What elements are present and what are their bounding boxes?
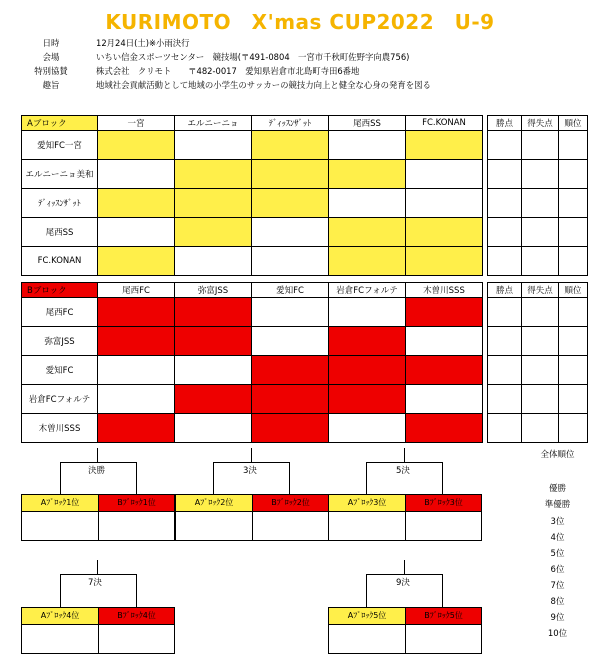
score-cell xyxy=(329,160,406,189)
info-row-purpose xyxy=(22,78,431,92)
self-cell xyxy=(175,327,252,356)
score-cell xyxy=(406,218,483,247)
rank-item: 6位 xyxy=(550,565,565,575)
rank-item: 9位 xyxy=(550,613,565,623)
rank-cell xyxy=(559,327,588,356)
rank-cell xyxy=(559,414,588,443)
fifth-label: 5決 xyxy=(396,466,410,476)
block-a-table xyxy=(21,115,588,276)
match-left-slot: Aﾌﾞﾛｯｸ1位 xyxy=(22,495,98,511)
self-cell xyxy=(329,385,406,414)
rank-cell xyxy=(559,356,588,385)
stat-header: 勝点 xyxy=(488,116,522,131)
table-row xyxy=(22,131,588,160)
rank-item: 5位 xyxy=(550,549,565,559)
points-cell xyxy=(488,218,522,247)
goal-diff-cell xyxy=(522,327,559,356)
points-cell xyxy=(488,414,522,443)
match-box xyxy=(328,494,482,541)
score-cell xyxy=(252,160,329,189)
team-header: 愛知FC xyxy=(252,283,329,298)
info-row-date xyxy=(22,36,431,50)
info-row-sponsor xyxy=(22,64,431,78)
score-cell xyxy=(406,298,483,327)
score-cell xyxy=(329,298,406,327)
match-left-slot: Aﾌﾞﾛｯｸ4位 xyxy=(22,608,98,624)
score-cell xyxy=(329,414,406,443)
score-cell xyxy=(252,414,329,443)
rank-cell xyxy=(559,160,588,189)
row-team: ﾃﾞｨｯｽﾝｻﾞｯﾄ xyxy=(22,189,98,218)
score-cell xyxy=(175,298,252,327)
score-cell xyxy=(406,356,483,385)
team-header: 木曽川SSS xyxy=(406,283,483,298)
rank-cell xyxy=(559,385,588,414)
table-row xyxy=(22,414,588,443)
self-cell xyxy=(329,218,406,247)
ranking-title: 全体順位 xyxy=(540,450,575,460)
rank-item: 10位 xyxy=(547,629,568,639)
row-team: 木曽川SSS xyxy=(22,414,98,443)
score-cell xyxy=(406,385,483,414)
score-cell xyxy=(98,414,175,443)
info-value: 地域社会貢献活動として地域の小学生のサッカーの競技力向上と健全な心身の発育を図る xyxy=(96,80,431,90)
score-cell xyxy=(175,356,252,385)
goal-diff-cell xyxy=(522,414,559,443)
team-header: 岩倉FCフォルテ xyxy=(329,283,406,298)
score-cell xyxy=(175,131,252,160)
score-cell xyxy=(329,327,406,356)
goal-diff-cell xyxy=(522,189,559,218)
points-cell xyxy=(488,160,522,189)
table-row xyxy=(22,327,588,356)
points-cell xyxy=(488,189,522,218)
rank-cell xyxy=(559,298,588,327)
table-row xyxy=(22,385,588,414)
rank-item: 準優勝 xyxy=(544,500,571,510)
points-cell xyxy=(488,385,522,414)
self-cell xyxy=(252,356,329,385)
match-box xyxy=(175,494,329,541)
self-cell xyxy=(406,247,483,276)
points-cell xyxy=(488,298,522,327)
row-team: 岩倉FCフォルテ xyxy=(22,385,98,414)
points-cell xyxy=(488,247,522,276)
score-cell xyxy=(252,247,329,276)
self-cell xyxy=(406,414,483,443)
team-header: エルニーニョ xyxy=(175,116,252,131)
score-cell xyxy=(98,160,175,189)
rank-cell xyxy=(559,247,588,276)
match-box xyxy=(21,607,175,654)
stat-header: 得失点 xyxy=(522,283,559,298)
match-left-slot: Aﾌﾞﾛｯｸ3位 xyxy=(329,495,405,511)
rank-item: 7位 xyxy=(550,581,565,591)
block-b-name: Bブロック xyxy=(22,283,98,298)
score-cell xyxy=(175,385,252,414)
rank-item: 8位 xyxy=(550,597,565,607)
match-left-slot: Aﾌﾞﾛｯｸ5位 xyxy=(329,608,405,624)
score-cell xyxy=(252,218,329,247)
seventh-label: 7決 xyxy=(88,578,102,588)
stat-header: 順位 xyxy=(559,283,588,298)
score-cell xyxy=(252,327,329,356)
goal-diff-cell xyxy=(522,356,559,385)
block-a-name: Aブロック xyxy=(22,116,98,131)
match-box xyxy=(328,607,482,654)
info-label: 日時 xyxy=(42,38,60,48)
info-row-venue xyxy=(22,50,431,64)
table-row xyxy=(22,247,588,276)
match-right-slot: Bﾌﾞﾛｯｸ5位 xyxy=(406,608,481,624)
score-cell xyxy=(252,131,329,160)
row-team: FC.KONAN xyxy=(22,247,98,276)
stat-header: 得失点 xyxy=(522,116,559,131)
match-right-slot: Bﾌﾞﾛｯｸ4位 xyxy=(99,608,174,624)
team-header: ﾃﾞｨｯｽﾝｻﾞｯﾄ xyxy=(252,116,329,131)
final-label: 決勝 xyxy=(88,466,106,476)
block-b-table xyxy=(21,282,588,443)
rank-item: 優勝 xyxy=(548,484,566,494)
row-team: 愛知FC xyxy=(22,356,98,385)
info-value: 12月24日(土)※小雨決行 xyxy=(96,38,190,48)
rank-cell xyxy=(559,189,588,218)
team-header: 一宮 xyxy=(98,116,175,131)
row-team: 尾西FC xyxy=(22,298,98,327)
score-cell xyxy=(175,414,252,443)
third-label: 3決 xyxy=(243,466,257,476)
self-cell xyxy=(98,131,175,160)
table-row xyxy=(22,218,588,247)
score-cell xyxy=(98,385,175,414)
match-right-slot: Bﾌﾞﾛｯｸ1位 xyxy=(99,495,174,511)
goal-diff-cell xyxy=(522,247,559,276)
score-cell xyxy=(329,189,406,218)
table-row xyxy=(22,356,588,385)
match-right-slot: Bﾌﾞﾛｯｸ2位 xyxy=(253,495,328,511)
info-label: 趣旨 xyxy=(42,80,60,90)
self-cell xyxy=(98,298,175,327)
score-cell xyxy=(175,218,252,247)
rank-item: 3位 xyxy=(550,517,565,527)
goal-diff-cell xyxy=(522,160,559,189)
score-cell xyxy=(98,327,175,356)
ninth-label: 9決 xyxy=(396,578,410,588)
score-cell xyxy=(329,247,406,276)
goal-diff-cell xyxy=(522,218,559,247)
match-left-slot: Aﾌﾞﾛｯｸ2位 xyxy=(176,495,252,511)
stat-header: 勝点 xyxy=(488,283,522,298)
table-row xyxy=(22,298,588,327)
info-value: 株式会社 クリモト 〒482-0017 愛知県岩倉市北島町寺田6番地 xyxy=(96,66,360,76)
score-cell xyxy=(175,189,252,218)
event-info xyxy=(22,36,431,92)
team-header: 尾西SS xyxy=(329,116,406,131)
score-cell xyxy=(175,247,252,276)
info-value: いちい信金スポーツセンター 競技場(〒491-0804 一宮市千秋町佐野字向農756) xyxy=(96,52,410,62)
score-cell xyxy=(329,356,406,385)
self-cell xyxy=(252,189,329,218)
score-cell xyxy=(98,356,175,385)
info-label: 特別協賛 xyxy=(34,66,68,76)
score-cell xyxy=(252,385,329,414)
points-cell xyxy=(488,327,522,356)
points-cell xyxy=(488,131,522,160)
rank-cell xyxy=(559,131,588,160)
info-label: 会場 xyxy=(42,52,60,62)
score-cell xyxy=(406,189,483,218)
page-title: KURIMOTO X'mas CUP2022 U-9 xyxy=(105,10,495,34)
points-cell xyxy=(488,356,522,385)
score-cell xyxy=(98,247,175,276)
score-cell xyxy=(98,189,175,218)
score-cell xyxy=(406,131,483,160)
score-cell xyxy=(252,298,329,327)
rank-cell xyxy=(559,218,588,247)
self-cell xyxy=(175,160,252,189)
score-cell xyxy=(406,160,483,189)
score-cell xyxy=(98,218,175,247)
team-header: FC.KONAN xyxy=(406,116,483,131)
rank-item: 4位 xyxy=(550,533,565,543)
row-team: 弥富JSS xyxy=(22,327,98,356)
row-team: 愛知FC一宮 xyxy=(22,131,98,160)
score-cell xyxy=(329,131,406,160)
goal-diff-cell xyxy=(522,131,559,160)
match-box xyxy=(21,494,175,541)
stat-header: 順位 xyxy=(559,116,588,131)
match-right-slot: Bﾌﾞﾛｯｸ3位 xyxy=(406,495,481,511)
team-header: 尾西FC xyxy=(98,283,175,298)
goal-diff-cell xyxy=(522,298,559,327)
row-team: エルニーニョ美和 xyxy=(22,160,98,189)
score-cell xyxy=(406,327,483,356)
goal-diff-cell xyxy=(522,385,559,414)
table-row xyxy=(22,189,588,218)
table-row xyxy=(22,160,588,189)
row-team: 尾西SS xyxy=(22,218,98,247)
team-header: 弥富JSS xyxy=(175,283,252,298)
